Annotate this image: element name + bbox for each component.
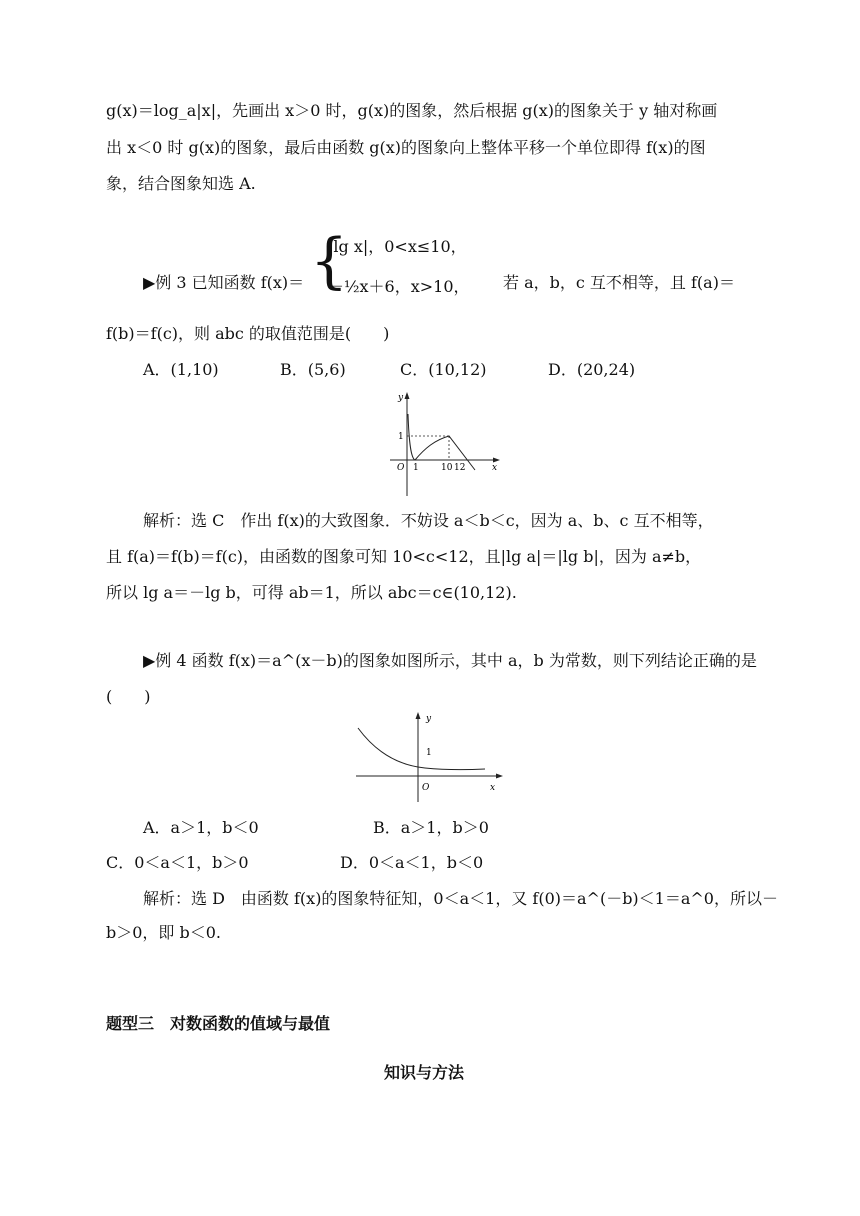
x-axis-arrow: [493, 458, 500, 463]
graph4-tick-1y: 1: [426, 748, 432, 758]
example4-option-a: A．a＞1，b＜0: [143, 818, 259, 837]
example3-option-a: A．(1,10): [143, 360, 219, 379]
piecewise-brace: {: [310, 226, 349, 296]
graph4-origin: O: [422, 783, 430, 793]
section-heading: 题型三 对数函数的值域与最值: [106, 1014, 331, 1033]
intro-line-3: 象，结合图象知选 A.: [106, 174, 256, 193]
graph3-tick-12: 12: [454, 463, 466, 473]
graph3-tick-10: 10: [441, 463, 453, 473]
example3-line-2: f(b)＝f(c)，则 abc 的取值范围是( ): [106, 324, 390, 343]
graph3-origin: O: [397, 463, 405, 473]
curve-f: [408, 414, 475, 470]
y-axis-arrow: [405, 392, 410, 399]
example4-option-c: C．0＜a＜1，b＞0: [106, 853, 249, 872]
intro-line-2: 出 x＜0 时 g(x)的图象，最后由函数 g(x)的图象向上整体平移一个单位即得 f(x)的图: [106, 138, 706, 157]
example3-piece-1: |lg x|，0<x≤10，: [328, 237, 467, 256]
graph3-tick-1x: 1: [413, 463, 419, 473]
example3-solution-2: 且 f(a)＝f(b)＝f(c)，由函数的图象可知 10<c<12，且|lg a|＝|lg b|，因为 a≠b，: [106, 547, 702, 566]
example4-graph: [350, 708, 510, 808]
example3-option-b: B．(5,6): [280, 360, 346, 379]
example3-option-d: D．(20,24): [548, 360, 636, 379]
example3-solution-1: 解析：选 C 作出 f(x)的大致图象．不妨设 a＜b＜c，因为 a、b、c 互不相等，: [143, 511, 714, 530]
example3-tail: 若 a，b，c 互不相等，且 f(a)＝: [503, 273, 735, 292]
graph4-y-label: y: [426, 714, 432, 724]
example4-option-b: B．a＞1，b＞0: [373, 818, 489, 837]
example3-solution-3: 所以 lg a＝－lg b，可得 ab＝1，所以 abc＝c∈(10,12).: [106, 583, 517, 602]
example4-solution-2: b＞0，即 b＜0.: [106, 923, 222, 942]
x-axis-arrow: [496, 774, 503, 779]
graph3-tick-1y: 1: [398, 432, 404, 442]
graph3-y-label: y: [398, 393, 404, 403]
example3-piece-2: －½x＋6，x>10，: [328, 277, 470, 296]
example3-lead: ▶例 3 已知函数 f(x)＝: [143, 273, 305, 292]
example3-graph: [385, 388, 505, 500]
example4-option-d: D．0＜a＜1，b＜0: [340, 853, 484, 872]
example4-line-2: ( ): [106, 687, 151, 706]
y-axis-arrow: [416, 712, 421, 719]
curve-f: [358, 728, 485, 770]
graph4-x-label: x: [490, 783, 496, 793]
intro-line-1: g(x)＝log_a|x|，先画出 x＞0 时，g(x)的图象，然后根据 g(x)的图象关于 y 轴对称画: [106, 101, 718, 120]
section-subheading: 知识与方法: [384, 1063, 465, 1082]
example4-line-1: ▶例 4 函数 f(x)＝a^(x－b)的图象如图所示，其中 a，b 为常数，则下列结论正确的是: [143, 651, 757, 670]
example4-solution-1: 解析：选 D 由函数 f(x)的图象特征知，0＜a＜1，又 f(0)＝a^(－b)＜1＝a^0，所以－: [143, 889, 778, 908]
graph3-x-label: x: [492, 463, 498, 473]
example3-option-c: C．(10,12): [400, 360, 487, 379]
